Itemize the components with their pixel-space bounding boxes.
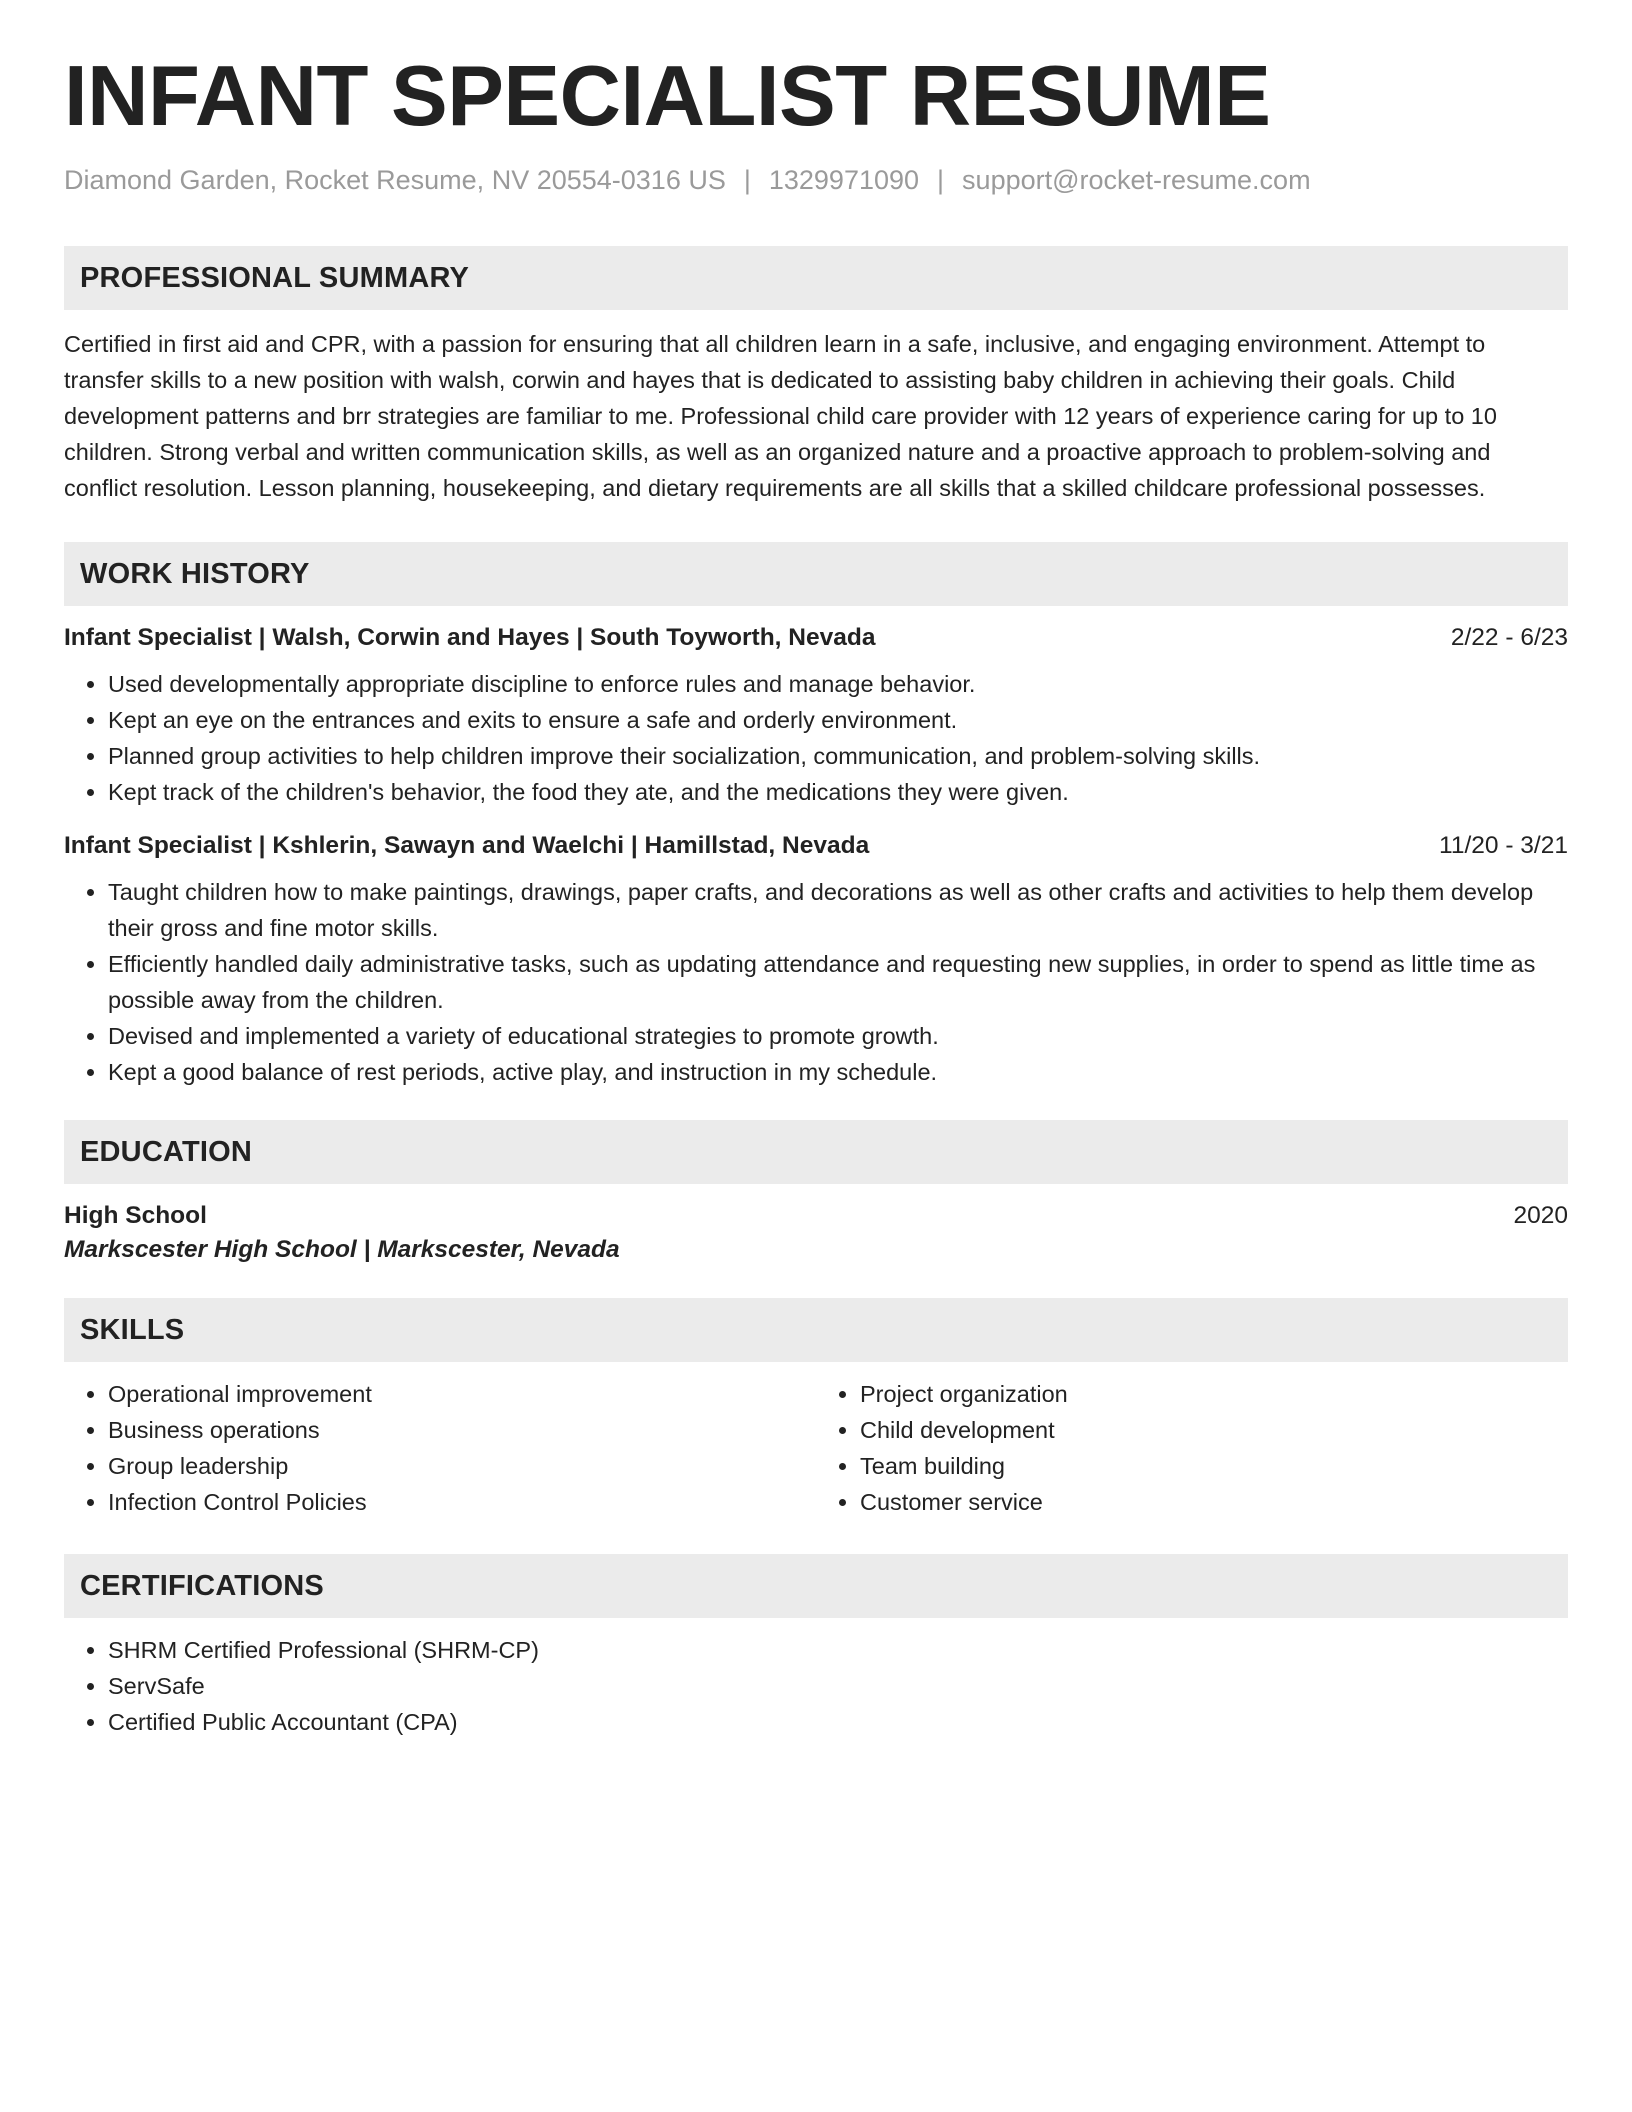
list-item: • ServSafe <box>108 1668 1568 1704</box>
job-entry <box>64 832 1568 1090</box>
contact-address: Diamond Garden, Rocket Resume, NV 20554-0316 US <box>64 165 726 196</box>
certifications-list <box>64 1632 1568 1740</box>
list-item: • Project organization <box>860 1376 1568 1412</box>
list-item: • Devised and implemented a variety of educational strategies to promote growth. <box>108 1018 1568 1054</box>
list-item: • Kept an eye on the entrances and exits to ensure a safe and orderly environment. <box>108 702 1568 738</box>
job-dates: 2/22 - 6/23 <box>1450 624 1568 652</box>
list-item: • Team building <box>860 1448 1568 1484</box>
education-header <box>64 1202 1568 1230</box>
list-item: • Business operations <box>108 1412 816 1448</box>
list-item: • SHRM Certified Professional (SHRM-CP) <box>108 1632 1568 1668</box>
resume-title: INFANT SPECIALIST RESUME <box>64 49 1271 144</box>
summary-text: Certified in first aid and CPR, with a passion for ensuring that all children learn in a safe, inclusive, and engaging environment. Attempt to transfer skills to a new position with walsh, corwin and hayes that is dedicated to assisting baby children in achieving their goals. Child development patterns and brr strategies are familiar to me. Professional child care provider with 12 years of experience caring for up to 10 children. Strong verbal and written communication skills, as well as an organized nature and a proactive approach to problem-solving and conflict resolution. Lesson planning, housekeeping, and dietary requirements are all skills that a skilled childcare professional possesses. <box>64 331 1497 502</box>
section-header-certifications: CERTIFICATIONS <box>64 1554 1568 1618</box>
list-item: • Operational improvement <box>108 1376 816 1412</box>
contact-separator: | <box>937 165 945 196</box>
list-item: • Kept track of the children's behavior, the food they ate, and the medications they were given. <box>108 774 1568 810</box>
skills-list <box>816 1376 1568 1520</box>
list-item: • Certified Public Accountant (CPA) <box>108 1704 1568 1740</box>
list-item: • Customer service <box>860 1484 1568 1520</box>
job-title: Infant Specialist | Kshlerin, Sawayn and Waelchi | Hamillstad, Nevada <box>64 832 870 860</box>
education-year: 2020 <box>1513 1202 1568 1230</box>
skills-column-left <box>64 1376 816 1520</box>
job-entry <box>64 624 1568 810</box>
section-header-work-history: WORK HISTORY <box>64 542 1568 606</box>
section-header-skills: SKILLS <box>64 1298 1568 1362</box>
list-item: • Used developmentally appropriate discipline to enforce rules and manage behavior. <box>108 666 1568 702</box>
contact-separator: | <box>743 165 751 196</box>
skills-grid <box>64 1376 1568 1520</box>
job-header <box>64 624 1568 652</box>
section-header-summary: PROFESSIONAL SUMMARY <box>64 246 1568 310</box>
list-item: • Efficiently handled daily administrative tasks, such as updating attendance and requesting new supplies, in order to spend as little time as possible away from the children. <box>108 946 1568 1018</box>
skills-list <box>64 1376 816 1520</box>
job-title: Infant Specialist | Walsh, Corwin and Hayes | South Toyworth, Nevada <box>64 624 876 652</box>
skills-column-right <box>816 1376 1568 1520</box>
section-header-education: EDUCATION <box>64 1120 1568 1184</box>
list-item: • Kept a good balance of rest periods, active play, and instruction in my schedule. <box>108 1054 1568 1090</box>
job-bullets <box>64 666 1568 810</box>
list-item: • Infection Control Policies <box>108 1484 816 1520</box>
job-dates: 11/20 - 3/21 <box>1439 832 1568 860</box>
list-item: • Child development <box>860 1412 1568 1448</box>
contact-line <box>64 165 1568 196</box>
education-degree: High School <box>64 1202 207 1230</box>
list-item: • Planned group activities to help children improve their socialization, communication, and problem-solving skills. <box>108 738 1568 774</box>
list-item: • Taught children how to make paintings, drawings, paper crafts, and decorations as well as other crafts and activities to help them develop their gross and fine motor skills. <box>108 874 1568 946</box>
contact-phone: 1329971090 <box>768 165 920 196</box>
education-school: Markscester High School | Markscester, Nevada <box>64 1236 620 1264</box>
contact-email: support@rocket-resume.com <box>962 165 1311 196</box>
job-bullets <box>64 874 1568 1090</box>
job-header <box>64 832 1568 860</box>
list-item: • Group leadership <box>108 1448 816 1484</box>
